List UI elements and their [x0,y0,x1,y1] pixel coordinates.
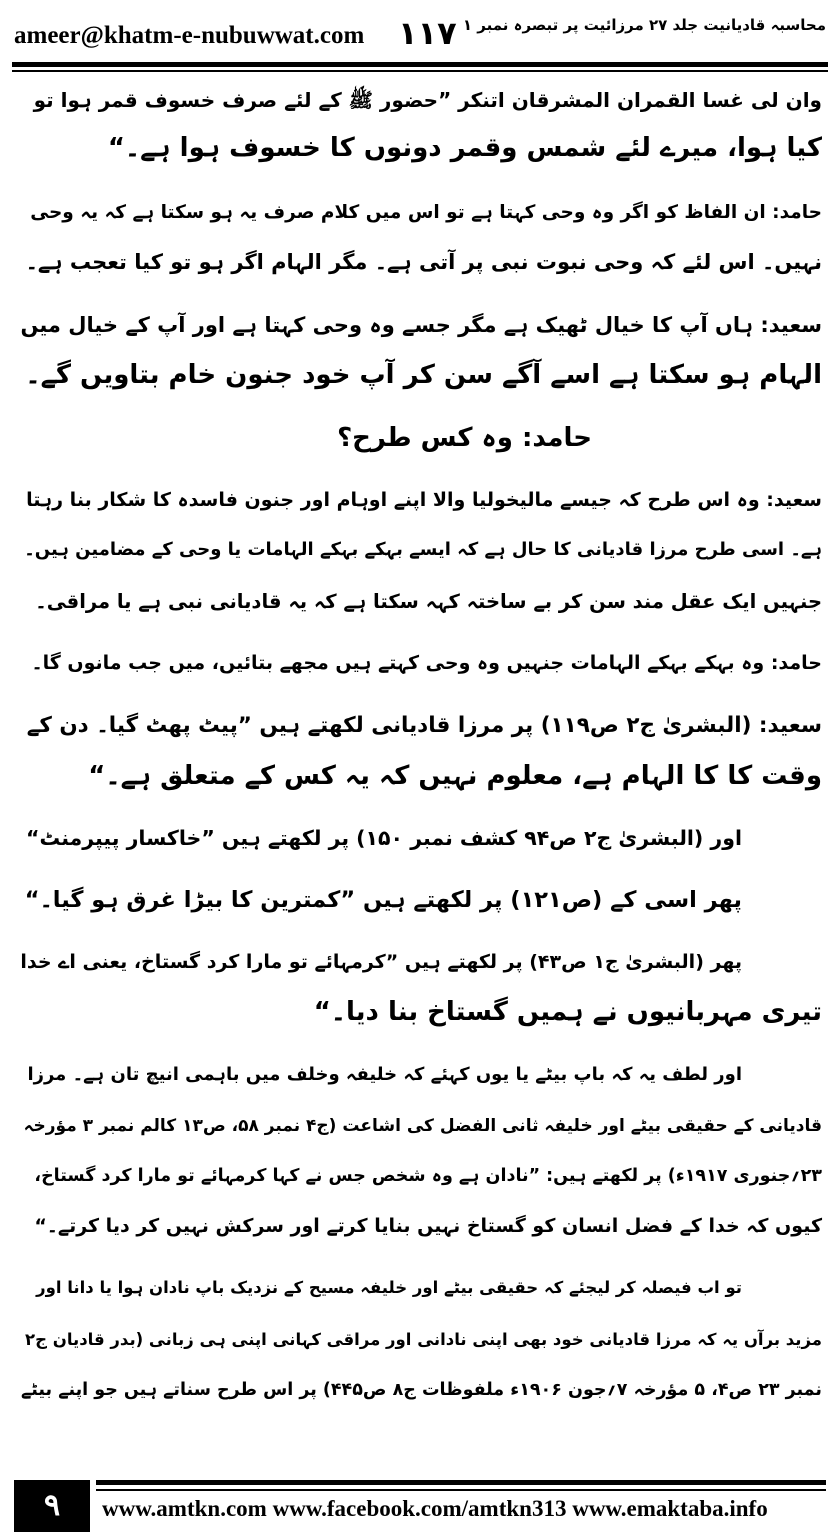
text-line: تیری مہربانیوں نے ہمیں گستاخ بنا دیا۔“ [313,997,822,1027]
header-rule-thin [12,70,828,72]
footer-rule-thick [96,1480,826,1485]
header-page-number: ۱۱۷ [398,14,457,52]
text-line: نہیں۔ اس لئے کہ وحی نبوت نبی پر آتی ہے۔ مگر الہام اگر ہو تو کیا تعجب ہے۔ [25,250,822,274]
footer-urls[interactable]: www.amtkn.com www.facebook.com/amtkn313 www.emaktaba.info [102,1496,768,1521]
text-line: جنہیں ایک عقل مند سن کر بے ساختہ کہہ سکتا ہے کہ یہ قادیانی نبی ہے یا مراقی۔ [35,590,822,613]
text-line: نمبر ۲۳ ص۴، ۵ مؤرخہ ۷؍جون ۱۹۰۶ء ملفوظات ج۸ ص۴۴۵) پر اس طرح سناتے ہیں جو اپنے بیٹے [20,1380,822,1400]
text-line: ۲۳؍جنوری ۱۹۱۷ء) پر لکھتے ہیں: ”نادان ہے وہ شخص جس نے کہا کرمہائے تو مارا کرد گستاخ، [34,1166,822,1186]
footer-page-number: ۹ [14,1480,90,1532]
text-line: وان لی غسا القمران المشرقان اتنکر ”حضور ﷺ کے لئے صرف خسوف قمر ہوا تو [33,88,822,112]
page-body [18,80,822,1465]
text-line: اور لطف یہ کہ باپ بیٹے یا یوں کہئے کہ خلیفہ وخلف میں باہمی انیچ تان ہے۔ مرزا [27,1064,742,1085]
text-line: قادیانی کے حقیقی بیٹے اور خلیفہ ثانی الفضل کی اشاعت (ج۴ نمبر ۵۸، ص۱۳ کالم نمبر ۳ مؤرخہ [23,1116,822,1136]
page-footer [0,1468,840,1540]
text-line: پھر اسی کے (ص۱۲۱) پر لکھتے ہیں ”کمترین کا بیڑا غرق ہو گیا۔“ [24,887,742,913]
header-rule-thick [12,62,828,67]
header-email[interactable]: ameer@khatm-e-nubuwwat.com [14,22,365,49]
text-line: حامد: وہ کس طرح؟ [337,423,592,453]
text-line: سعید: (البشریٰ ج۲ ص۱۱۹) پر مرزا قادیانی لکھتے ہیں ”پیٹ پھٹ گیا۔ دن کے [26,713,822,738]
text-line: الہام ہو سکتا ہے اسے آگے سن کر آپ خود جنون خام بتاویں گے۔ [25,360,822,390]
header-book-title: محاسبہ قادیانیت جلد ۲۷ مرزائیت پر تبصرہ نمبر ۱ [462,16,826,34]
text-line: تو اب فیصلہ کر لیجئے کہ حقیقی بیٹے اور خلیفہ مسیح کے نزدیک باپ نادان ہوا یا دانا اور [36,1278,742,1297]
text-line: مزید برآں یہ کہ مرزا قادیانی خود بھی اپنی نادانی اور مراقی کہانی اپنی ہی زبانی (بدر قادیان ج۲ [25,1330,822,1349]
text-line: سعید: وہ اس طرح کہ جیسے مالیخولیا والا اپنے اوہام اور جنون فاسدہ کا شکار بنا رہتا [26,489,822,511]
text-line: کیا ہوا، میرے لئے شمس وقمر دونوں کا خسوف ہوا ہے۔“ [107,133,822,163]
text-line: حامد: وہ بہکے بہکے الہامات جنہیں وہ وحی کہتے ہیں مجھے بتائیں، میں جب مانوں گا۔ [31,652,822,674]
text-line: وقت کا کا الہام ہے، معلوم نہیں کہ یہ کس کے متعلق ہے۔“ [88,761,822,791]
text-line: سعید: ہاں آپ کا خیال ٹھیک ہے مگر جسے وہ وحی کہتا ہے اور آپ کے خیال میں [20,313,822,337]
text-line: حامد: ان الفاظ کو اگر وہ وحی کہتا ہے تو اس میں کلام صرف یہ ہو سکتا ہے کہ یہ وحی [30,202,822,223]
page-header [0,0,840,70]
footer-rule-thin [96,1489,826,1491]
text-line: کیوں کہ خدا کے فضل انسان کو گستاخ نہیں بنایا کرتے اور سرکش نہیں کر دیا کرتے۔“ [34,1215,822,1237]
text-line: ہے۔ اسی طرح مرزا قادیانی کا حال ہے کہ ایسے بہکے بہکے الہامات یا وحی کے مضامین ہیں۔ [24,539,822,560]
text-line: پھر (البشریٰ ج۱ ص۴۳) پر لکھتے ہیں ”کرمہائے تو مارا کرد گستاخ، یعنی اے خدا [20,951,742,973]
text-line: اور (البشریٰ ج۲ ص۹۴ کشف نمبر ۱۵۰) پر لکھتے ہیں ”خاکسار پیپرمنٹ“ [26,826,742,850]
